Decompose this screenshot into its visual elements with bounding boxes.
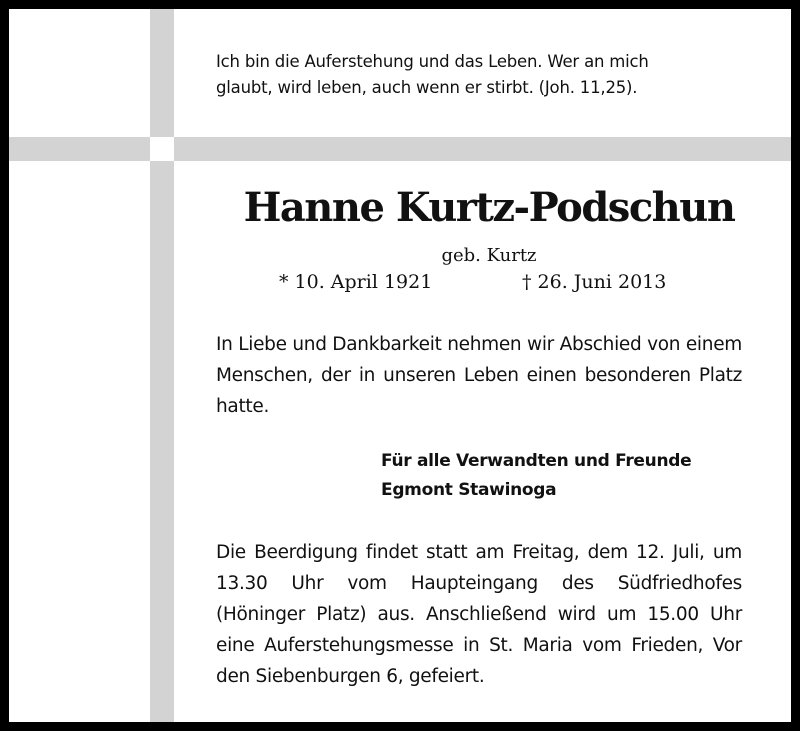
death-date: † 26. Juni 2013: [522, 271, 667, 293]
bible-verse: [216, 49, 736, 101]
signers-line-1: Für alle Verwandten und Freunde: [381, 451, 692, 471]
birth-name: geb. Kurtz: [441, 245, 537, 266]
signers: [381, 447, 691, 505]
signers-line-2: Egmont Stawinoga: [381, 480, 557, 500]
birth-date: * 10. April 1921: [279, 271, 433, 293]
cross-center: [150, 137, 174, 161]
cross-vertical-bar: [150, 9, 174, 722]
deceased-name: Hanne Kurtz-Podschun: [243, 184, 735, 231]
bible-verse-line-1: Ich bin die Auferstehung und das Leben. Wer an mich: [216, 52, 649, 71]
bible-verse-line-2: glaubt, wird leben, auch wenn er stirbt. (Joh. 11,25).: [216, 78, 638, 97]
funeral-details: Die Beerdigung findet statt am Freitag, dem 12. Juli, um 13.30 Uhr vom Haupteingang des Südfriedhofes (Höninger Platz) aus. Anschließend wird um 15.00 Uhr eine Auferstehungsmesse in St. Maria vom Frieden, Vor den Siebenburgen 6, gefeiert.: [216, 542, 742, 687]
cross-horizontal-bar: [9, 137, 791, 161]
farewell-message: In Liebe und Dankbarkeit nehmen wir Abschied von einem Menschen, der in unseren Leben einen besonderen Platz hatte.: [216, 334, 742, 417]
